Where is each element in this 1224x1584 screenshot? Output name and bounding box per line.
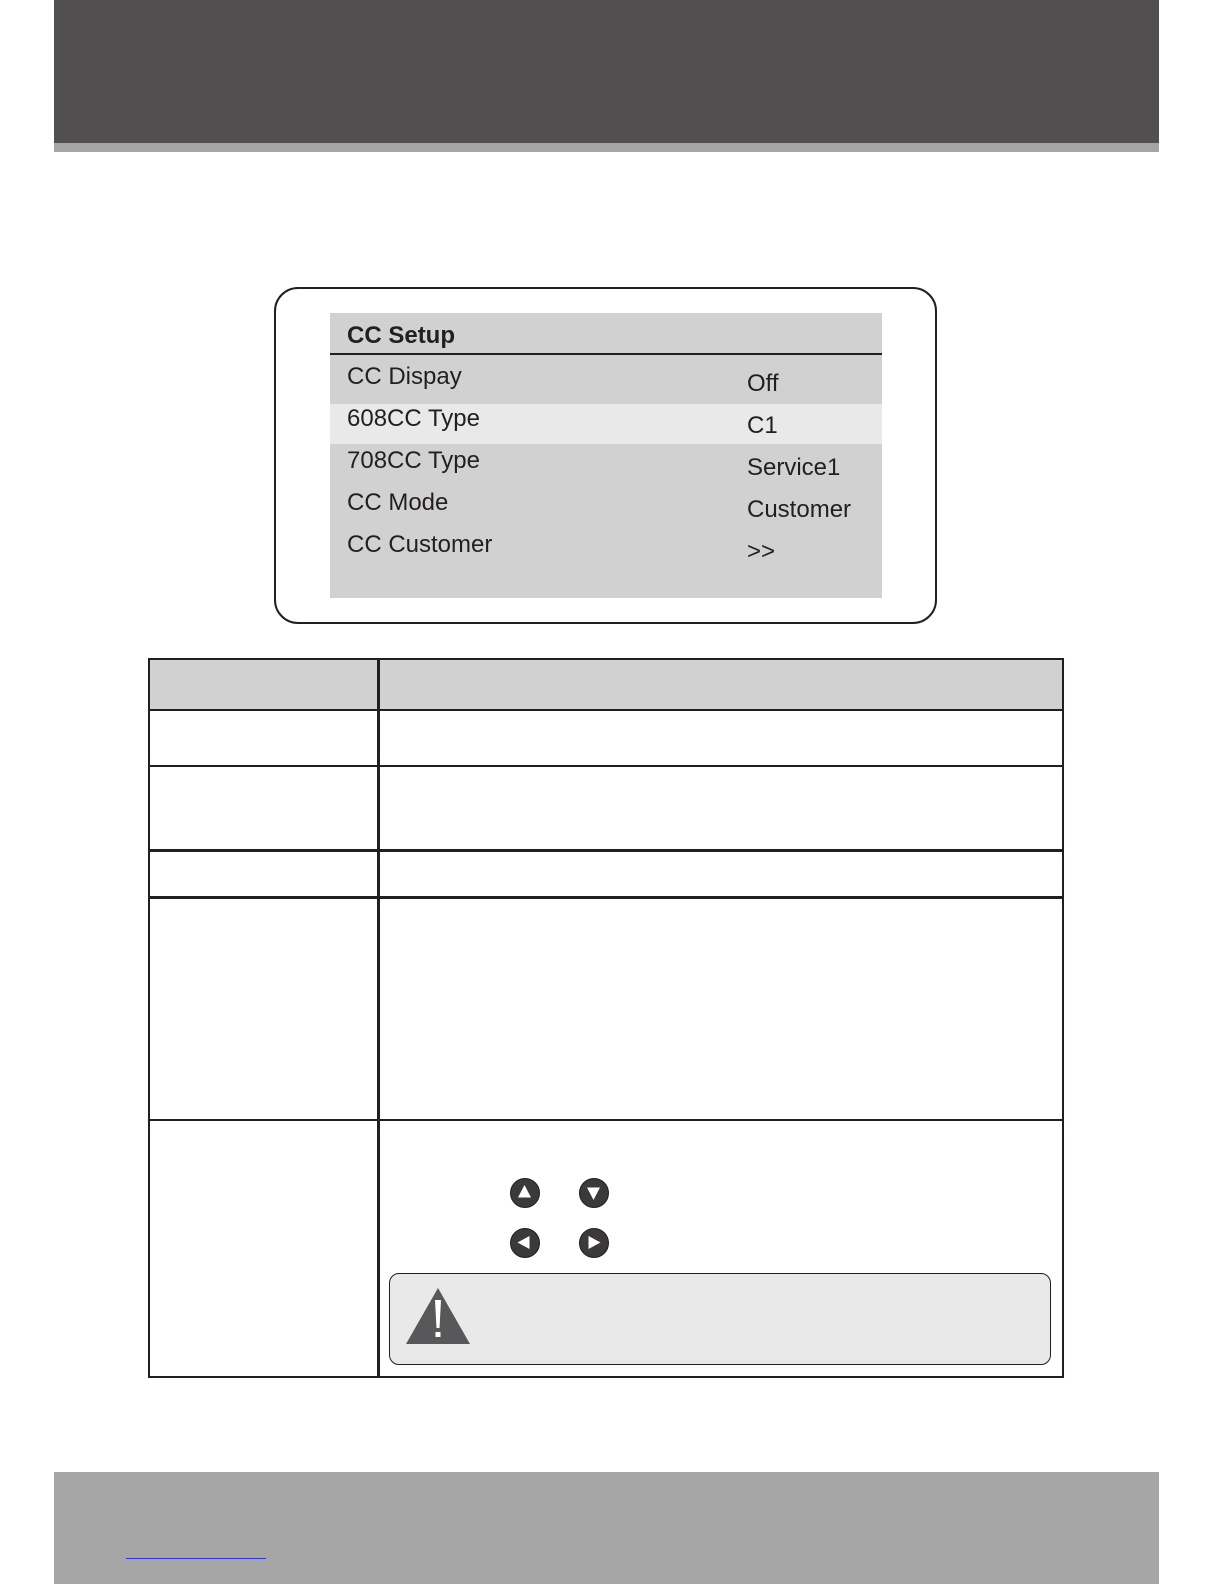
menu-item-value: Service1 — [747, 454, 841, 481]
page-header-bar — [54, 0, 1159, 143]
menu-item-value: >> — [747, 538, 776, 565]
warning-note — [389, 1273, 1051, 1365]
menu-item-label: 708CC Type — [347, 447, 480, 474]
page-footer-bar — [54, 1472, 1159, 1584]
table-row-divider — [148, 709, 1064, 711]
table-border-top — [148, 658, 1064, 660]
menu-title-divider — [330, 353, 882, 355]
table-border-bottom — [148, 1376, 1064, 1378]
right-arrow-button-icon — [579, 1228, 609, 1258]
menu-item-708cc-type[interactable] — [330, 446, 882, 486]
left-arrow-button-icon — [510, 1228, 540, 1258]
menu-title: CC Setup — [347, 322, 455, 349]
settings-table — [148, 658, 1064, 1378]
menu-item-label: CC Dispay — [347, 363, 462, 390]
menu-item-value: C1 — [747, 412, 778, 439]
menu-item-label: CC Customer — [347, 531, 493, 558]
menu-item-label: 608CC Type — [347, 405, 480, 432]
table-header-row — [149, 659, 1062, 710]
cc-setup-menu — [330, 313, 882, 598]
menu-item-cc-display[interactable] — [330, 362, 882, 402]
menu-item-value: Customer — [747, 496, 852, 523]
menu-item-cc-mode[interactable] — [330, 488, 882, 528]
table-row-divider — [148, 765, 1064, 767]
menu-item-label: CC Mode — [347, 489, 449, 516]
down-arrow-button-icon — [579, 1178, 609, 1208]
table-row-divider — [148, 1119, 1064, 1121]
menu-item-608cc-type[interactable] — [330, 404, 882, 444]
menu-item-cc-customer[interactable] — [330, 530, 882, 570]
page-header-underline — [54, 143, 1159, 152]
menu-item-value: Off — [747, 370, 779, 397]
footer-link[interactable] — [126, 1558, 266, 1559]
warning-icon — [404, 1286, 472, 1346]
up-arrow-button-icon — [510, 1178, 540, 1208]
table-row-divider — [148, 849, 1064, 852]
table-row-divider — [148, 896, 1064, 899]
